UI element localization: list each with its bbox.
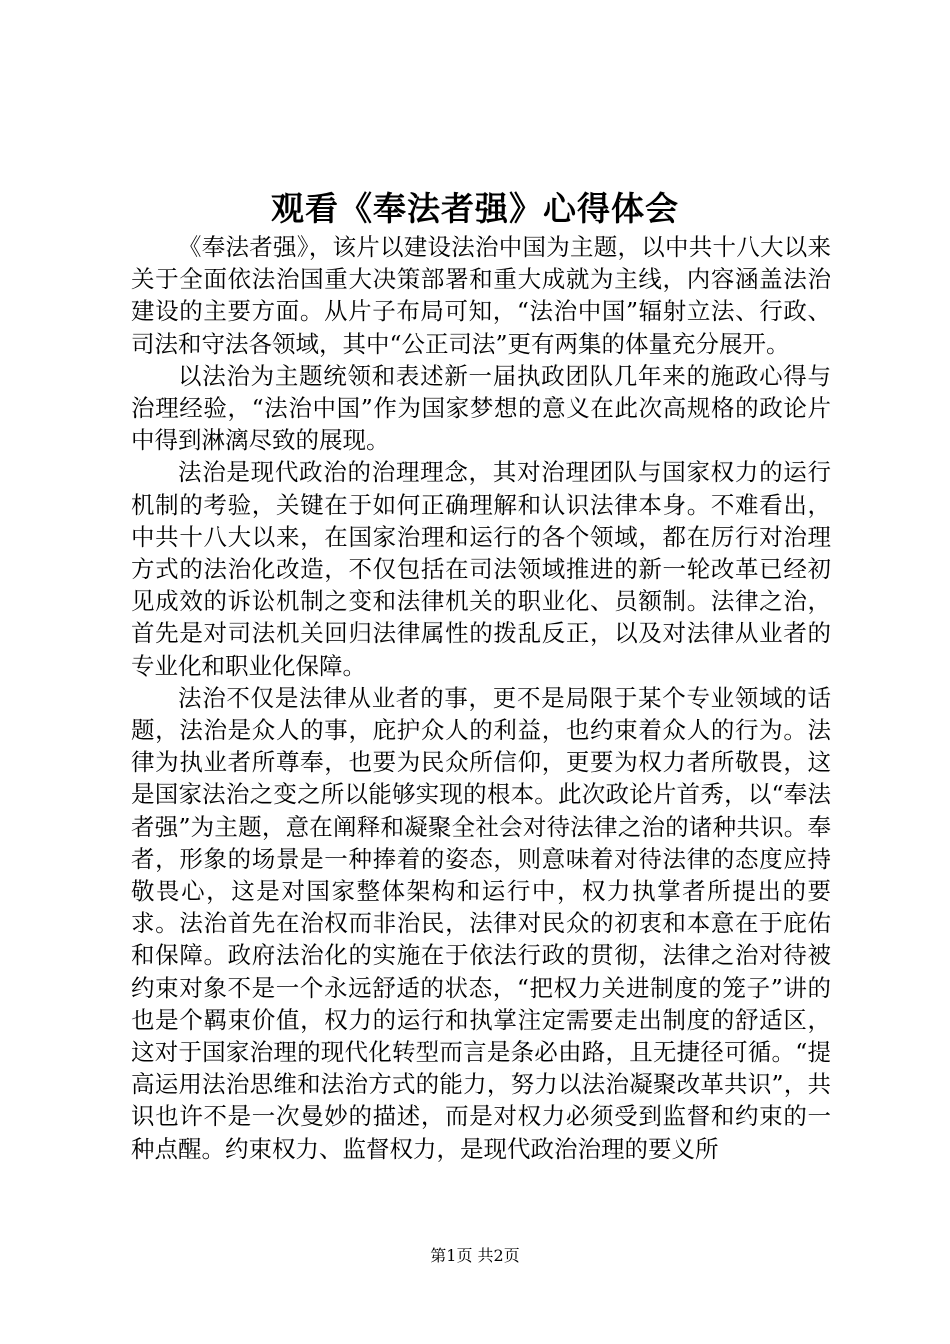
page-number-footer: 第1页 共2页 [430, 1246, 520, 1265]
paragraph-4: 法治不仅是法律从业者的事，更不是局限于某个专业领域的话题，法治是众人的事，庇护众人的利益，也约束着众人的行为。法律为执业者所尊奉，也要为民众所信仰，更要为权力者所敬畏，这是国家法治之变之所以能够实现的根本。此次政论片首秀，以“奉法者强”为主题，意在阐释和凝聚全社会对待法律之治的诸种共识。奉者，形象的场景是一种捧着的姿态，则意味着对待法律的态度应持敬畏心，这是对国家整体架构和运行中，权力执掌者所提出的要求。法治首先在治权而非治民，法律对民众的初衷和本意在于庇佑和保障。政府法治化的实施在于依法行政的贯彻，法律之治对待被约束对象不是一个永远舒适的状态，“把权力关进制度的笼子”讲的也是个羁束价值，权力的运行和执掌注定需要走出制度的舒适区，这对于国家治理的现代化转型而言是条必由路，且无捷径可循。“提高运用法治思维和法治方式的能力，努力以法治凝聚改革共识”，共识也许不是一次曼妙的描述，而是对权力必须受到监督和约束的一种点醒。约束权力、监督权力，是现代政治治理的要义所 [131, 683, 831, 1163]
paragraph-1: 《奉法者强》，该片以建设法治中国为主题，以中共十八大以来关于全面依法治国重大决策部署和重大成就为主线，内容涵盖法治建设的主要方面。从片子布局可知，“法治中国”辐射立法、行政、司法和守法各领域，其中“公正司法”更有两集的体量充分展开。 [131, 233, 831, 358]
document-body [131, 231, 831, 1165]
paragraph-3: 法治是现代政治的治理理念，其对治理团队与国家权力的运行机制的考验，关键在于如何正确理解和认识法律本身。不难看出，中共十八大以来，在国家治理和运行的各个领域，都在厉行对治理方式的法治化改造，不仅包括在司法领域推进的新一轮改革已经初见成效的诉讼机制之变和法律机关的职业化、员额制。法律之治，首先是对司法机关回归法律属性的拨乱反正，以及对法律从业者的专业化和职业化保障。 [131, 458, 831, 680]
paragraph-2: 以法治为主题统领和表述新一届执政团队几年来的施政心得与治理经验，“法治中国”作为国家梦想的意义在此次高规格的政论片中得到淋漓尽致的展现。 [131, 361, 831, 455]
document-title: 观看《奉法者强》心得体会 [271, 189, 679, 228]
